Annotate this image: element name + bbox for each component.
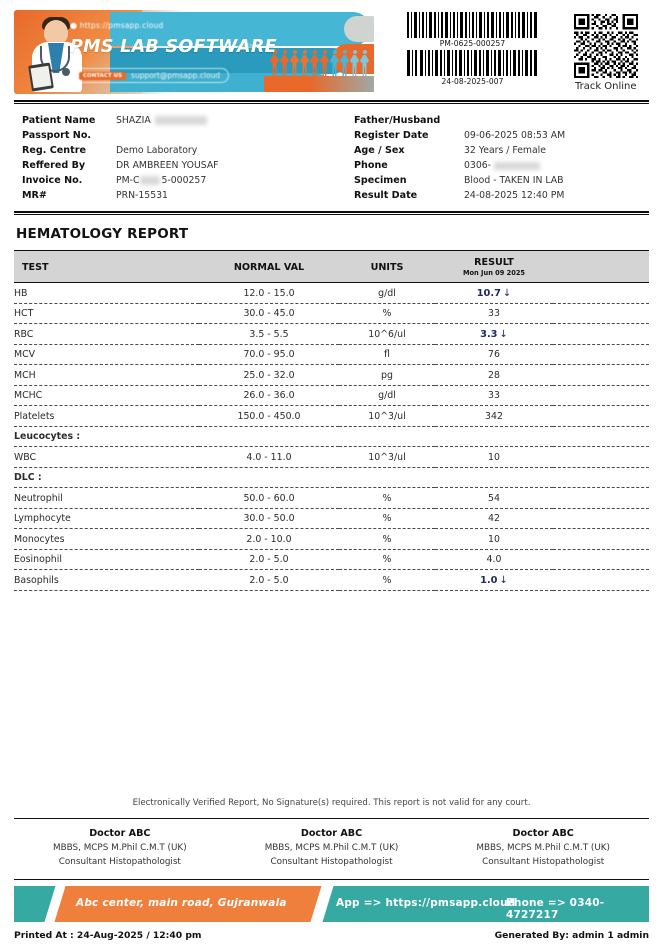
cell-normal-value: 30.0 - 50.0 — [199, 508, 339, 529]
signature-row — [14, 826, 649, 869]
cell-units: fl — [339, 344, 435, 365]
column-header-normal-val: NORMAL VAL — [199, 251, 339, 283]
cell-spacer — [553, 447, 649, 468]
value-invoice-no — [116, 173, 219, 188]
column-header-units: UNITS — [339, 251, 435, 283]
phone-prefix-text: 0306- — [464, 160, 492, 171]
result-value-text: 76 — [488, 349, 500, 360]
patient-right-labels — [354, 113, 464, 203]
cell-test-name: MCHC — [14, 385, 199, 406]
table-row — [14, 570, 649, 591]
label-reffered-by: Reffered By — [22, 160, 86, 171]
result-value-text: 33 — [488, 390, 500, 401]
patient-left-values — [116, 113, 219, 203]
cell-result-value — [435, 365, 553, 386]
result-value-text: 3.3 — [480, 328, 498, 340]
label-phone: Phone — [354, 160, 388, 171]
cell-units: % — [339, 488, 435, 509]
cell-spacer — [553, 324, 649, 345]
sample-barcode-wrap — [406, 50, 538, 86]
label-mr-no: MR# — [22, 190, 47, 201]
column-header-spacer — [553, 251, 649, 283]
patient-right-values — [464, 113, 565, 203]
cell-units: g/dl — [339, 385, 435, 406]
logo-title: PMS LAB SOFTWARE — [70, 37, 277, 57]
cell-result-value — [435, 529, 553, 550]
results-table — [14, 250, 649, 591]
patient-name-redaction — [155, 116, 207, 125]
cell-spacer — [553, 344, 649, 365]
qr-code-icon[interactable] — [574, 14, 638, 78]
table-row — [14, 549, 649, 570]
signature-divider-top — [14, 818, 649, 819]
print-info-row — [14, 930, 649, 941]
label-register-date: Register Date — [354, 130, 429, 141]
cell-units: % — [339, 508, 435, 529]
logo-blob-grey — [344, 16, 374, 42]
column-header-result — [435, 251, 553, 283]
table-row — [14, 488, 649, 509]
cell-units: % — [339, 303, 435, 324]
label-passport-no: Passport No. — [22, 130, 92, 141]
banner-app-url[interactable]: App => https://pmsapp.cloud — [336, 897, 516, 909]
cell-normal-value: 12.0 - 15.0 — [199, 283, 339, 304]
contact-email: support@pmsapp.cloud — [131, 71, 221, 80]
table-row — [14, 406, 649, 427]
cell-test-name: Eosinophil — [14, 549, 199, 570]
invoice-redaction — [140, 176, 160, 185]
section-label: Leucocytes : — [14, 426, 649, 447]
table-row — [14, 303, 649, 324]
table-row — [14, 324, 649, 345]
invoice-barcode-label: PM-0625-000257 — [439, 39, 506, 48]
cell-test-name: HCT — [14, 303, 199, 324]
table-row — [14, 529, 649, 550]
value-phone — [464, 158, 565, 173]
invoice-barcode-icon — [406, 12, 538, 38]
cell-spacer — [553, 406, 649, 427]
cell-test-name: Basophils — [14, 570, 199, 591]
column-header-result-label: RESULT — [474, 257, 514, 268]
sample-barcode-icon — [406, 50, 538, 76]
signature-role: Consultant Histopathologist — [482, 857, 605, 867]
cell-normal-value: 2.0 - 5.0 — [199, 549, 339, 570]
table-row — [14, 283, 649, 304]
signature-doctor-name: Doctor ABC — [512, 828, 574, 839]
cell-spacer — [553, 385, 649, 406]
track-online-label: Track Online — [574, 81, 637, 92]
cell-test-name: HB — [14, 283, 199, 304]
cell-units: % — [339, 570, 435, 591]
cell-spacer — [553, 549, 649, 570]
cell-spacer — [553, 570, 649, 591]
value-result-date: 24-08-2025 12:40 PM — [464, 190, 565, 201]
label-age-sex: Age / Sex — [354, 145, 405, 156]
cell-test-name: Platelets — [14, 406, 199, 427]
cell-spacer — [553, 303, 649, 324]
cell-spacer — [553, 529, 649, 550]
cell-test-name: MCV — [14, 344, 199, 365]
cell-result-value — [435, 570, 553, 591]
table-row — [14, 365, 649, 386]
cell-spacer — [553, 283, 649, 304]
cell-result-value — [435, 303, 553, 324]
generated-by: Generated By: admin 1 admin — [494, 930, 649, 941]
table-row — [14, 447, 649, 468]
cell-units: 10^3/ul — [339, 447, 435, 468]
cell-test-name: Neutrophil — [14, 488, 199, 509]
value-register-date: 09-06-2025 08:53 AM — [464, 130, 566, 141]
cell-normal-value: 2.0 - 5.0 — [199, 570, 339, 591]
results-section-header — [14, 426, 649, 447]
invoice-barcode-wrap — [406, 12, 538, 48]
cell-test-name: Monocytes — [14, 529, 199, 550]
sample-barcode-label: 24-08-2025-007 — [441, 77, 504, 86]
cell-normal-value: 2.0 - 10.0 — [199, 529, 339, 550]
people-group-icon — [270, 50, 369, 76]
result-value-text: 10 — [488, 451, 500, 463]
label-father-husband: Father/Husband — [354, 115, 441, 126]
patient-left-labels — [22, 113, 116, 203]
cell-spacer — [553, 508, 649, 529]
signature-block — [226, 826, 438, 869]
verification-note: Electronically Verified Report, No Signature(s) required. This report is not valid for any court. — [132, 798, 531, 808]
cell-test-name: RBC — [14, 324, 199, 345]
label-invoice-no: Invoice No. — [22, 175, 83, 186]
result-value-text: 28 — [488, 369, 500, 381]
cell-result-value — [435, 344, 553, 365]
result-value-text: 33 — [488, 308, 500, 319]
cell-result-value — [435, 324, 553, 345]
cell-units: % — [339, 549, 435, 570]
banner-phone: Phone => 0340-4727217 — [506, 897, 605, 921]
cell-units: g/dl — [339, 283, 435, 304]
result-value-text: 342 — [485, 410, 503, 422]
patient-info-section — [14, 104, 649, 211]
track-online-block[interactable] — [562, 10, 649, 92]
value-patient-name — [116, 113, 219, 128]
label-reg-centre: Reg. Centre — [22, 145, 86, 156]
phone-redaction — [494, 162, 540, 170]
cell-units: % — [339, 529, 435, 550]
cell-test-name: Lymphocyte — [14, 508, 199, 529]
invoice-prefix-text: PM-C — [116, 175, 140, 186]
patient-name-text: SHAZIA — [116, 115, 151, 126]
value-reffered-by: DR AMBREEN YOUSAF — [116, 160, 219, 171]
results-table-head — [14, 251, 649, 283]
cell-result-value — [435, 508, 553, 529]
contact-us-tag: CONTACT US — [79, 72, 126, 80]
result-value-text: 54 — [488, 492, 500, 504]
cell-result-value — [435, 283, 553, 304]
cell-normal-value: 150.0 - 450.0 — [199, 406, 339, 427]
logo-contact-pill — [70, 68, 229, 83]
cell-units: pg — [339, 365, 435, 386]
value-age-sex: 32 Years / Female — [464, 145, 546, 156]
cell-result-value — [435, 488, 553, 509]
signature-doctor-name: Doctor ABC — [300, 828, 363, 839]
cell-normal-value: 70.0 - 95.0 — [199, 344, 339, 365]
section-label: DLC : — [14, 467, 649, 488]
report-title: HEMATOLOGY REPORT — [16, 226, 189, 242]
table-row — [14, 385, 649, 406]
cell-result-value — [435, 447, 553, 468]
cell-spacer — [553, 488, 649, 509]
signature-degree: MBBS, MCPS M.Phil C.M.T (UK) — [53, 843, 187, 853]
cell-units: 10^6/ul — [339, 324, 435, 345]
people-baseline — [264, 76, 374, 92]
cell-test-name: WBC — [14, 447, 199, 468]
table-row — [14, 344, 649, 365]
cell-normal-value: 3.5 - 5.5 — [199, 324, 339, 345]
column-header-result-date: Mon Jun 09 2025 — [462, 269, 526, 277]
logo-url-value: https://pmsapp.cloud — [79, 21, 164, 30]
result-low-arrow-icon: ↓ — [499, 328, 508, 340]
value-father-husband — [464, 113, 565, 128]
cell-result-value — [435, 549, 553, 570]
value-mr-no: PRN-15531 — [116, 190, 168, 201]
result-value-text: 1.0 — [480, 574, 498, 586]
footer-banner — [14, 886, 649, 922]
printed-at: Printed At : 24-Aug-2025 / 12:40 pm — [14, 930, 202, 941]
label-specimen: Specimen — [354, 175, 407, 186]
cell-normal-value: 26.0 - 36.0 — [199, 385, 339, 406]
result-value-text: 4.0 — [486, 554, 502, 565]
value-specimen: Blood - TAKEN IN LAB — [464, 175, 564, 186]
cell-test-name: MCH — [14, 365, 199, 386]
result-low-arrow-icon: ↓ — [499, 574, 508, 586]
cell-result-value — [435, 385, 553, 406]
table-row — [14, 508, 649, 529]
signature-block — [437, 826, 649, 869]
result-value-text: 10.7 — [476, 287, 501, 299]
cell-normal-value: 50.0 - 60.0 — [199, 488, 339, 509]
signature-block — [14, 826, 226, 869]
cell-spacer — [553, 365, 649, 386]
signature-degree: MBBS, MCPS M.Phil C.M.T (UK) — [476, 843, 610, 853]
cell-result-value — [435, 406, 553, 427]
result-value-text: 10 — [488, 533, 500, 545]
cell-normal-value: 30.0 - 45.0 — [199, 303, 339, 324]
label-patient-name: Patient Name — [22, 115, 96, 126]
banner-address: Abc center, main road, Gujranwala — [76, 897, 287, 909]
results-section-header — [14, 467, 649, 488]
cell-units: 10^3/ul — [339, 406, 435, 427]
cell-normal-value: 25.0 - 32.0 — [199, 365, 339, 386]
result-low-arrow-icon: ↓ — [502, 287, 512, 299]
logo-url-text: ● https://pmsapp.cloud — [70, 21, 164, 30]
value-reg-centre: Demo Laboratory — [116, 145, 198, 156]
cell-normal-value: 4.0 - 11.0 — [199, 447, 339, 468]
invoice-suffix-text: 5-000257 — [161, 175, 207, 186]
results-header-row — [14, 251, 649, 283]
lab-logo-banner — [14, 10, 374, 94]
signature-role: Consultant Histopathologist — [270, 857, 393, 867]
patient-info-right — [344, 113, 644, 203]
patient-info-left — [14, 113, 344, 203]
signature-role: Consultant Histopathologist — [58, 857, 181, 867]
result-value-text: 42 — [488, 513, 500, 524]
signature-divider-bottom — [14, 879, 649, 880]
report-header — [14, 0, 649, 96]
column-header-test: TEST — [14, 251, 199, 283]
signature-doctor-name: Doctor ABC — [89, 828, 151, 839]
value-passport-no — [116, 128, 219, 143]
label-result-date: Result Date — [354, 190, 418, 201]
results-table-body — [14, 283, 649, 591]
signature-degree: MBBS, MCPS M.Phil C.M.T (UK) — [264, 843, 399, 853]
barcode-group — [406, 10, 538, 86]
